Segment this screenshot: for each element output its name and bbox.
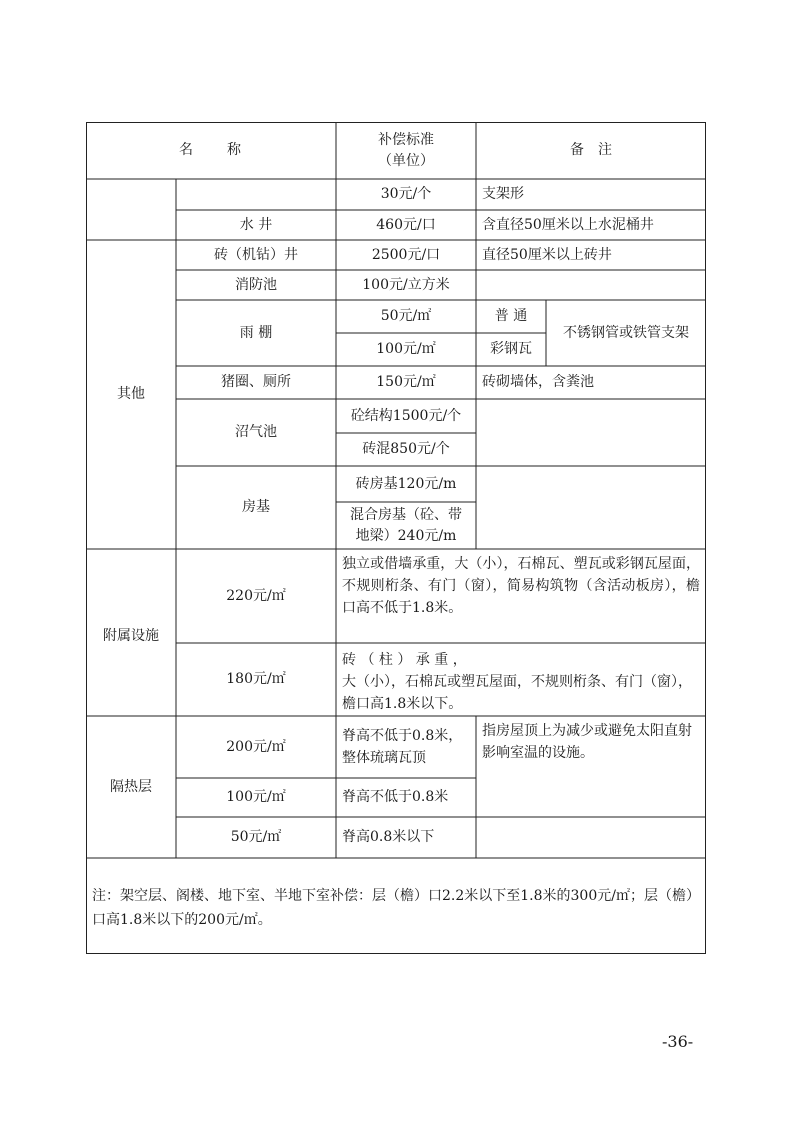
header-remark: 备 注 (570, 142, 612, 158)
brick-well-name: 砖（机钻）井 (214, 246, 298, 263)
header-standard-line2: （单位） (378, 152, 434, 169)
bracket-remark: 支架形 (482, 186, 524, 202)
ins3-desc: 脊高0.8米以下 (342, 829, 435, 845)
attached1-value: 220元/㎡ (226, 587, 286, 604)
attached2-value: 180元/㎡ (226, 671, 286, 687)
brick-well-value: 2500元/口 (371, 246, 441, 263)
ins3-value: 50元/㎡ (230, 829, 282, 845)
well-name: 水 井 (239, 216, 273, 233)
header-standard (336, 122, 476, 179)
ins2-desc: 脊高不低于0.8米 (342, 789, 449, 805)
page-number: -36- (662, 1032, 694, 1051)
biogas-name: 沼气池 (235, 424, 277, 440)
group-insulation-label: 隔热层 (110, 778, 152, 795)
canopy-type2: 彩钢瓦 (490, 341, 532, 357)
canopy-type1: 普 通 (494, 308, 528, 324)
fire-pool-name: 消防池 (235, 276, 277, 293)
foundation-value2-line1: 混合房基（砼、带 (350, 506, 462, 523)
canopy-remark: 不锈钢管或铁管支架 (563, 324, 689, 341)
foundation-name: 房基 (242, 499, 270, 515)
biogas-value1: 砼结构1500元/个 (350, 407, 462, 424)
group-attached-label: 附属设施 (103, 628, 159, 644)
foundation-value1: 砖房基120元/m (355, 475, 457, 492)
attached1-remark: 独立或借墙承重，大（小），石棉瓦、塑瓦或彩钢瓦屋面，不规则桁条、有门（窗），简易构筑物（含活动板房），檐口高不低于1.8米。 (342, 556, 700, 616)
attached2-remark-rest: 大（小），石棉瓦或塑瓦屋面，不规则桁条、有门（窗），檐口高1.8米以下。 (342, 673, 692, 712)
pigsty-name: 猪圈、厕所 (221, 374, 291, 390)
canopy-value1: 50元/㎡ (380, 308, 432, 324)
pigsty-value: 150元/㎡ (376, 374, 436, 390)
fire-pool-value: 100元/立方米 (362, 276, 450, 293)
header-name: 名 称 (179, 142, 243, 158)
ins1-value: 200元/㎡ (226, 738, 286, 755)
pigsty-remark: 砖砌墙体，含粪池 (482, 374, 594, 390)
canopy-name: 雨 棚 (239, 324, 273, 341)
bracket-value: 30元/个 (380, 186, 432, 202)
ins2-value: 100元/㎡ (226, 789, 286, 805)
group-other-label: 其他 (117, 386, 145, 402)
attached2-remark-line1: 砖 （ 柱 ） 承 重 ， (342, 651, 467, 668)
biogas-value2: 砖混850元/个 (362, 441, 450, 457)
brick-well-remark: 直径50厘米以上砖井 (482, 246, 612, 263)
compensation-table (86, 122, 706, 954)
ins1-desc: 脊高不低于0.8米，整体琉璃瓦顶 (342, 728, 463, 766)
well-remark: 含直径50厘米以上水泥桶井 (482, 216, 654, 233)
ins-remark: 指房屋顶上为减少或避免太阳直射影响室温的设施。 (482, 723, 692, 761)
foundation-value2 (336, 502, 476, 549)
canopy-value2: 100元/㎡ (376, 341, 436, 357)
foundation-value2-line2: 地梁）240元/m (355, 527, 457, 544)
attached2-remark (336, 643, 706, 716)
table-note: 注：架空层、阁楼、地下室、半地下室补偿：层（檐）口2.2米以下至1.8米的300元/㎡；层（檐）口高1.8米以下的200元/㎡。 (92, 888, 700, 928)
header-standard-line1: 补偿标准 (378, 131, 434, 148)
well-value: 460元/口 (376, 216, 436, 233)
